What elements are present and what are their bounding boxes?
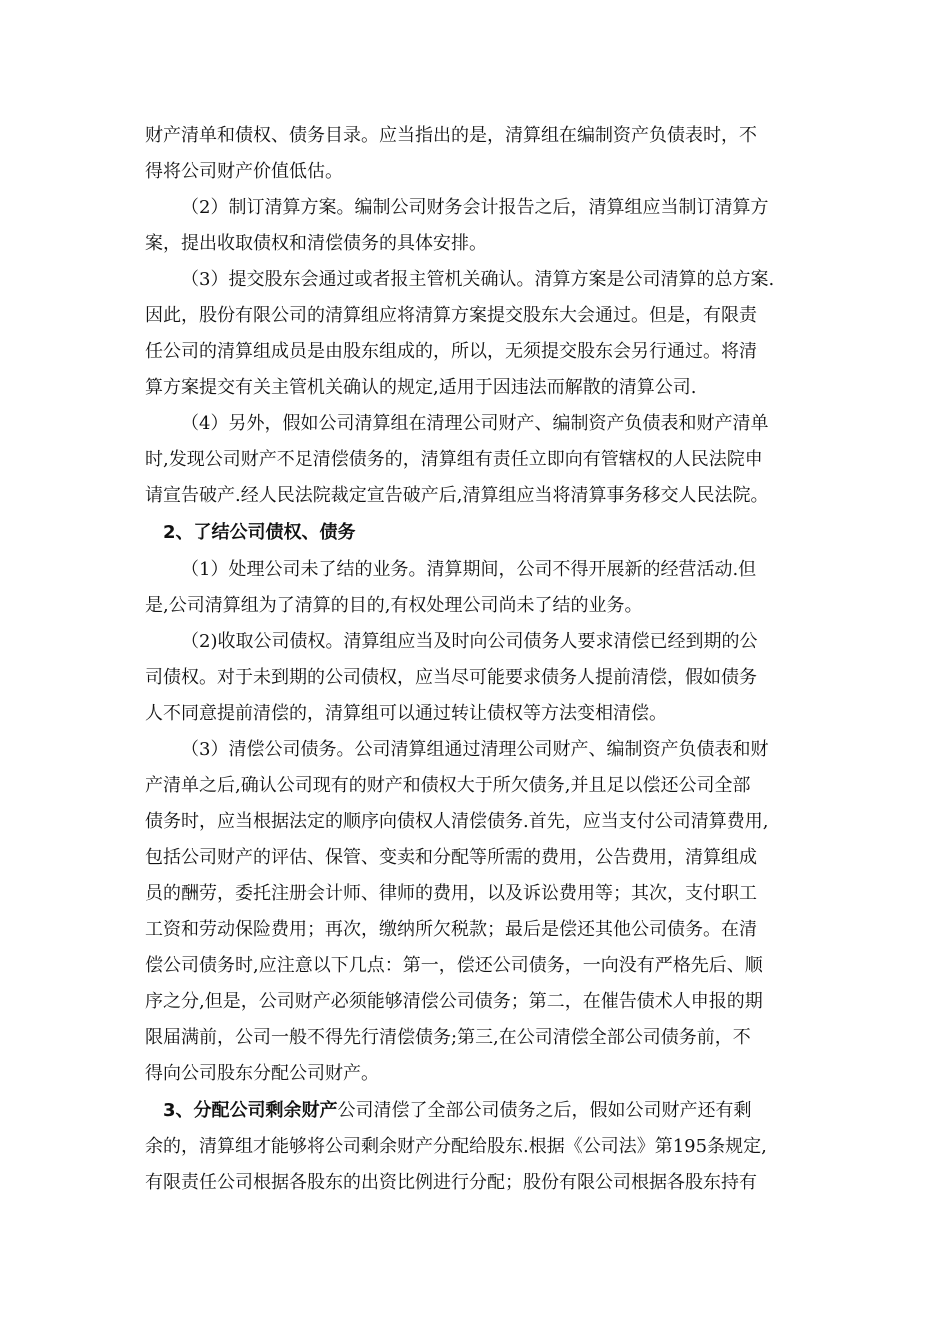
text-line: （4）另外，假如公司清算组在清理公司财产、编制资产负债表和财产清单 — [181, 413, 769, 434]
text-line: 产清单之后,确认公司现有的财产和债权大于所欠债务,并且足以偿还公司全部 — [145, 775, 751, 796]
text-line: 请宣告破产.经人民法院裁定宣告破产后,清算组应当将清算事务移交人民法院。 — [145, 485, 769, 506]
text-line: 包括公司财产的评估、保管、变卖和分配等所需的费用，公告费用，清算组成 — [145, 847, 757, 868]
text-line: 算方案提交有关主管机关确认的规定,适用于因违法而解散的清算公司. — [145, 377, 697, 398]
text-line: （2）制订清算方案。编制公司财务会计报告之后，清算组应当制订清算方 — [181, 197, 769, 218]
text-line: 工资和劳动保险费用；再次，缴纳所欠税款；最后是偿还其他公司债务。在清 — [145, 919, 757, 940]
text-line: 人不同意提前清偿的，清算组可以通过转让债权等方法变相清偿。 — [145, 703, 667, 724]
text-line: （1）处理公司未了结的业务。清算期间，公司不得开展新的经营活动.但 — [181, 559, 757, 580]
text-line: 因此，股份有限公司的清算组应将清算方案提交股东大会通过。但是，有限责 — [145, 305, 757, 326]
text-line: （3）提交股东会通过或者报主管机关确认。清算方案是公司清算的总方案. — [181, 269, 775, 290]
text-line: 偿公司债务时,应注意以下几点：第一，偿还公司债务，一向没有严格先后、顺 — [145, 955, 763, 976]
text-line: 序之分,但是，公司财产必须能够清偿公司债务；第二，在催告债术人申报的期 — [145, 991, 763, 1012]
text-line: 案，提出收取债权和清偿债务的具体安排。 — [145, 233, 487, 254]
text-line: 债务时，应当根据法定的顺序向债权人清偿债务.首先，应当支付公司清算费用, — [145, 811, 769, 832]
text-line: 得向公司股东分配公司财产。 — [145, 1063, 379, 1084]
text-line: 限届满前，公司一般不得先行清偿债务;第三,在公司清偿全部公司债务前，不 — [145, 1027, 751, 1048]
text-line: 是,公司清算组为了清算的目的,有权处理公司尚未了结的业务。 — [145, 595, 643, 616]
text-line: （2)收取公司债权。清算组应当及时向公司债务人要求清偿已经到期的公 — [181, 631, 758, 652]
text-line: 员的酬劳，委托注册会计师、律师的费用，以及诉讼费用等；其次，支付职工 — [145, 883, 757, 904]
text-line: 财产清单和债权、债务目录。应当指出的是，清算组在编制资产负债表时，不 — [145, 125, 757, 146]
text-line: 时,发现公司财产不足清偿债务的，清算组有责任立即向有管辖权的人民法院申 — [145, 449, 763, 470]
section-heading: 2、了结公司债权、债务 — [163, 522, 356, 543]
text-line: 任公司的清算组成员是由股东组成的，所以，无须提交股东会另行通过。将清 — [145, 341, 757, 362]
text-line: 得将公司财产价值低估。 — [145, 161, 343, 182]
text-line: 余的，清算组才能够将公司剩余财产分配给股东.根据《公司法》第195条规定, — [145, 1136, 767, 1157]
section-3-first-line — [163, 1096, 805, 1126]
text-line: （3）清偿公司债务。公司清算组通过清理公司财产、编制资产负债表和财 — [181, 739, 769, 760]
text-line: 司债权。对于未到期的公司债权，应当尽可能要求债务人提前清偿，假如债务 — [145, 667, 757, 688]
text-line: 有限责任公司根据各股东的出资比例进行分配；股份有限公司根据各股东持有 — [145, 1172, 757, 1193]
section-heading: 3、分配公司剩余财产 — [163, 1100, 338, 1121]
text-run: 公司清偿了全部公司债务之后，假如公司财产还有剩 — [337, 1100, 752, 1121]
